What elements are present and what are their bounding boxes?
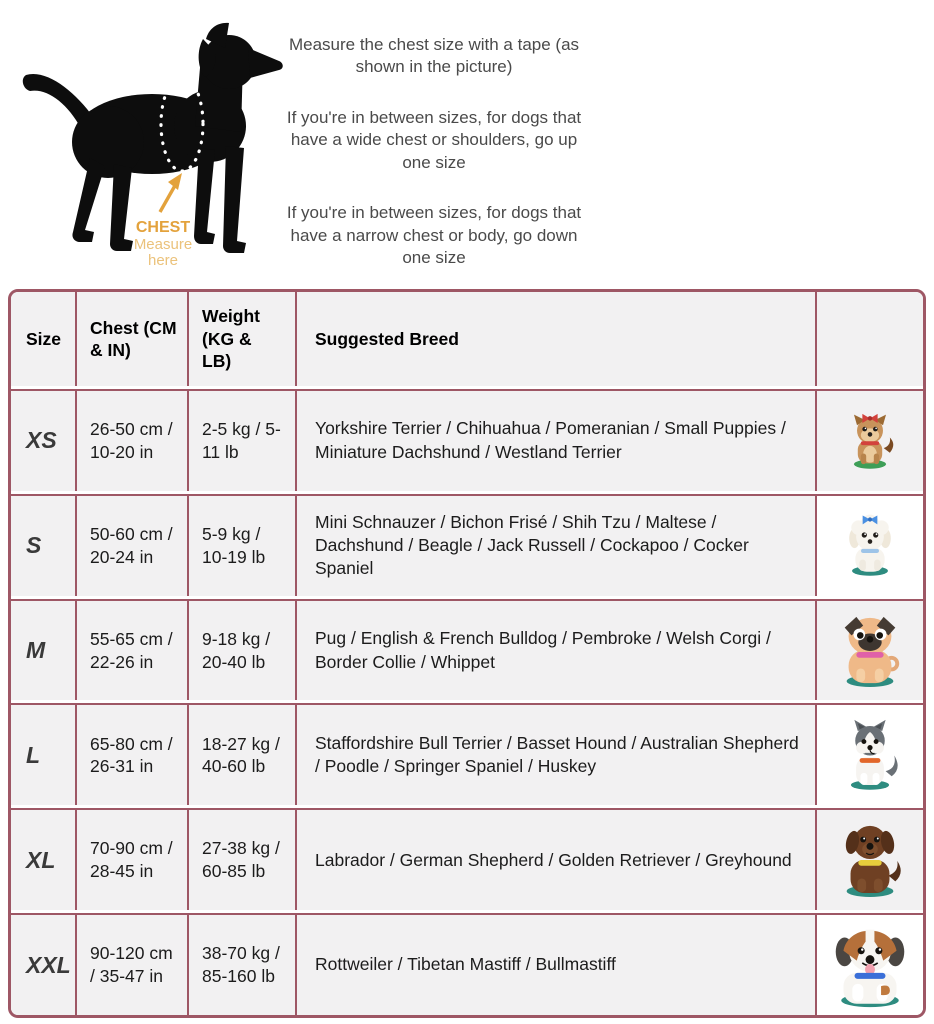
weight-value: 18-27 kg / 40-60 lb — [189, 705, 297, 805]
husky-icon — [837, 719, 903, 792]
table-row-l — [11, 703, 923, 805]
chest-value: 55-65 cm / 22-26 in — [77, 601, 189, 701]
breed-list: Rottweiler / Tibetan Mastiff / Bullmastiff — [297, 915, 817, 1015]
instruction-measure-tape: Measure the chest size with a tape (as shown in the picture) — [288, 35, 580, 77]
chest-value: 26-50 cm / 10-20 in — [77, 391, 189, 491]
weight-value: 9-18 kg / 20-40 lb — [189, 601, 297, 701]
weight-value: 38-70 kg / 85-160 lb — [189, 915, 297, 1015]
breed-image-cell — [817, 391, 923, 491]
table-row-xxl — [11, 913, 923, 1015]
breed-image-cell — [817, 705, 923, 805]
header-suggested-breed: Suggested Breed — [297, 292, 817, 386]
chest-value: 90-120 cm / 35-47 in — [77, 915, 189, 1015]
size-value: S — [11, 496, 77, 596]
chest-value: 65-80 cm / 26-31 in — [77, 705, 189, 805]
table-row-s — [11, 494, 923, 596]
maltese-icon — [839, 513, 901, 578]
measure-here-label-2: here — [147, 252, 179, 269]
breed-image-cell — [817, 810, 923, 910]
yorkshire-terrier-icon — [841, 410, 899, 471]
measuring-instructions — [278, 34, 590, 298]
breed-list: Yorkshire Terrier / Chihuahua / Pomeranian / Small Puppies / Miniature Dachshund / Westland Terrier — [297, 391, 817, 491]
chest-value: 70-90 cm / 28-45 in — [77, 810, 189, 910]
saint-bernard-icon — [828, 922, 912, 1008]
breed-list: Mini Schnauzer / Bichon Frisé / Shih Tzu / Maltese / Dachshund / Beagle / Jack Russell / Cockapoo / Cocker Spaniel — [297, 496, 817, 596]
chest-value: 50-60 cm / 20-24 in — [77, 496, 189, 596]
chest-arrow-icon — [160, 173, 182, 212]
chest-label: CHEST — [135, 219, 191, 236]
breed-image-cell — [817, 496, 923, 596]
weight-value: 5-9 kg / 10-19 lb — [189, 496, 297, 596]
table-row-m — [11, 599, 923, 701]
breed-list: Pug / English & French Bulldog / Pembroke / Welsh Corgi / Border Collie / Whippet — [297, 601, 817, 701]
size-value: M — [11, 601, 77, 701]
breed-list: Labrador / German Shepherd / Golden Retriever / Greyhound — [297, 810, 817, 910]
dog-measuring-diagram — [10, 6, 284, 272]
table-row-xs — [11, 389, 923, 491]
instruction-wide-chest: If you're in between sizes, for dogs that have a wide chest or shoulders, go up one size — [286, 107, 582, 172]
labrador-icon — [833, 821, 907, 899]
header-chest: Chest (CM & IN) — [77, 292, 189, 386]
breed-image-cell — [817, 601, 923, 701]
size-value: XL — [11, 810, 77, 910]
size-value: XS — [11, 391, 77, 491]
header-size: Size — [11, 292, 77, 386]
table-header-row — [11, 292, 923, 386]
size-chart-table — [8, 289, 926, 1018]
table-row-xl — [11, 808, 923, 910]
header-image — [817, 292, 923, 386]
weight-value: 27-38 kg / 60-85 lb — [189, 810, 297, 910]
weight-value: 2-5 kg / 5-11 lb — [189, 391, 297, 491]
header-weight: Weight (KG & LB) — [189, 292, 297, 386]
breed-list: Staffordshire Bull Terrier / Basset Hound / Australian Shepherd / Poodle / Springer Spaniel / Huskey — [297, 705, 817, 805]
pug-icon — [833, 613, 907, 689]
breed-image-cell — [817, 915, 923, 1015]
measure-here-label-1: Measure — [133, 236, 193, 253]
size-value: L — [11, 705, 77, 805]
instruction-narrow-chest: If you're in between sizes, for dogs that have a narrow chest or body, go down one size — [286, 203, 582, 268]
size-value: XXL — [11, 915, 77, 1015]
